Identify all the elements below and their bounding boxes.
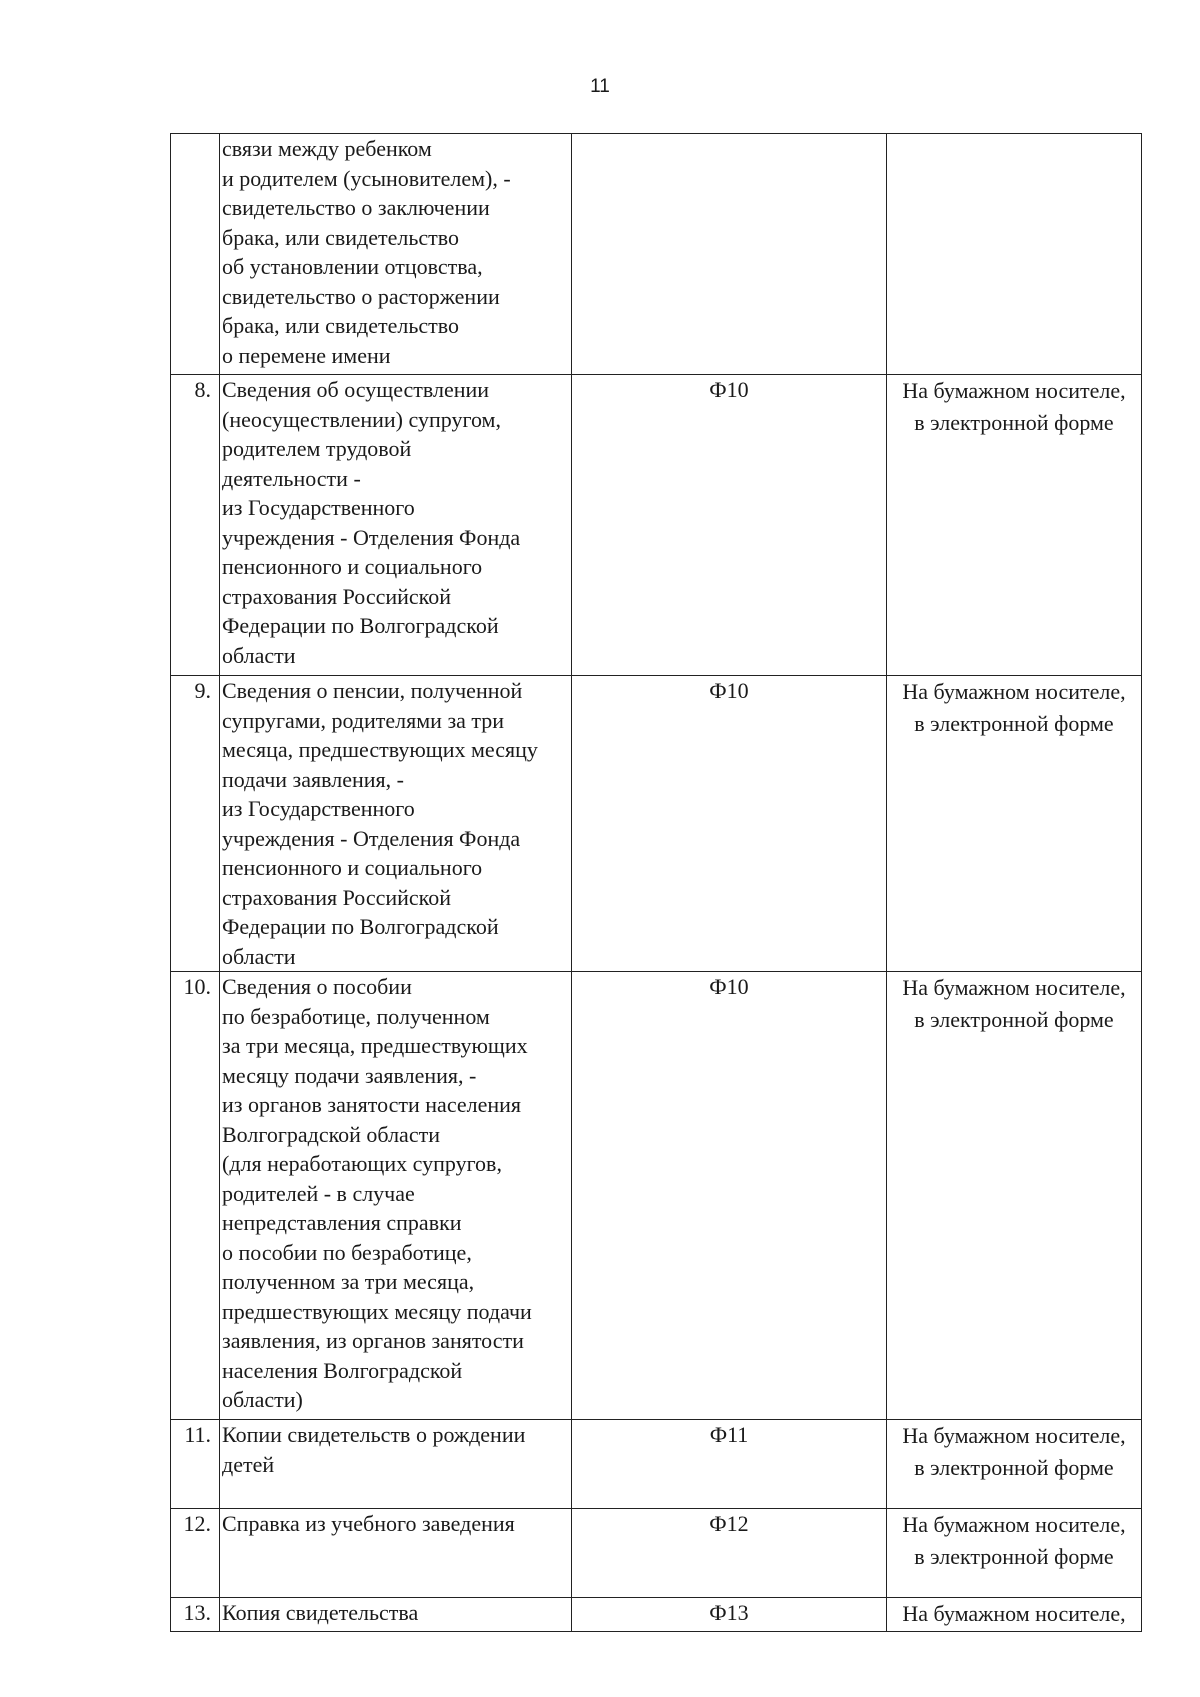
row-number: 10.: [171, 972, 220, 1420]
row-description: Копия свидетельства: [220, 1598, 572, 1632]
table-row: [171, 1420, 1142, 1509]
documents-table: [170, 133, 1142, 1632]
row-submission-method: На бумажном носителе, в электронной форме: [887, 375, 1142, 676]
row-submission-method: На бумажном носителе, в электронной форме: [887, 1420, 1142, 1509]
row-number: 9.: [171, 676, 220, 972]
row-form-code: Ф10: [572, 676, 887, 972]
row-description: Сведения о пособии по безработице, полученном за три месяца, предшествующих месяцу подачи заявления, - из органов занятости населения Волгоградской области (для неработающих супругов, родителей - в случае непредставления справки о пособии по безработице, полученном за три месяца, предшествующих месяцу подачи заявления, из органов занятости населения Волгоградской области): [220, 972, 572, 1420]
page-number: 11: [590, 76, 610, 97]
table-row: [171, 1598, 1142, 1632]
row-description: связи между ребенком и родителем (усыновителем), - свидетельство о заключении брака, или свидетельство об установлении отцовства, свидетельство о расторжении брака, или свидетельство о перемене имени: [220, 134, 572, 375]
row-submission-method: На бумажном носителе, в электронной форме: [887, 972, 1142, 1420]
table-row: [171, 676, 1142, 972]
row-description: Справка из учебного заведения: [220, 1509, 572, 1598]
row-description: Сведения о пенсии, полученной супругами, родителями за три месяца, предшествующих месяцу подачи заявления, - из Государственного учреждения - Отделения Фонда пенсионного и социального страхования Российской Федерации по Волгоградской области: [220, 676, 572, 972]
row-submission-method: На бумажном носителе, в электронной форме: [887, 1509, 1142, 1598]
table-row: [171, 1509, 1142, 1598]
row-submission-method: На бумажном носителе,: [887, 1598, 1142, 1632]
row-form-code: Ф10: [572, 972, 887, 1420]
row-number: 8.: [171, 375, 220, 676]
row-number: [171, 134, 220, 375]
row-number: 11.: [171, 1420, 220, 1509]
row-description: Копии свидетельств о рождении детей: [220, 1420, 572, 1509]
row-form-code: Ф12: [572, 1509, 887, 1598]
row-number: 13.: [171, 1598, 220, 1632]
row-form-code: Ф13: [572, 1598, 887, 1632]
row-form-code: Ф11: [572, 1420, 887, 1509]
table-row: [171, 134, 1142, 375]
row-form-code: [572, 134, 887, 375]
table-row: [171, 972, 1142, 1420]
row-submission-method: [887, 134, 1142, 375]
row-description: Сведения об осуществлении (неосуществлении) супругом, родителем трудовой деятельности - из Государственного учреждения - Отделения Фонда пенсионного и социального страхования Российской Федерации по Волгоградской области: [220, 375, 572, 676]
row-form-code: Ф10: [572, 375, 887, 676]
row-submission-method: На бумажном носителе, в электронной форме: [887, 676, 1142, 972]
row-number: 12.: [171, 1509, 220, 1598]
table-row: [171, 375, 1142, 676]
